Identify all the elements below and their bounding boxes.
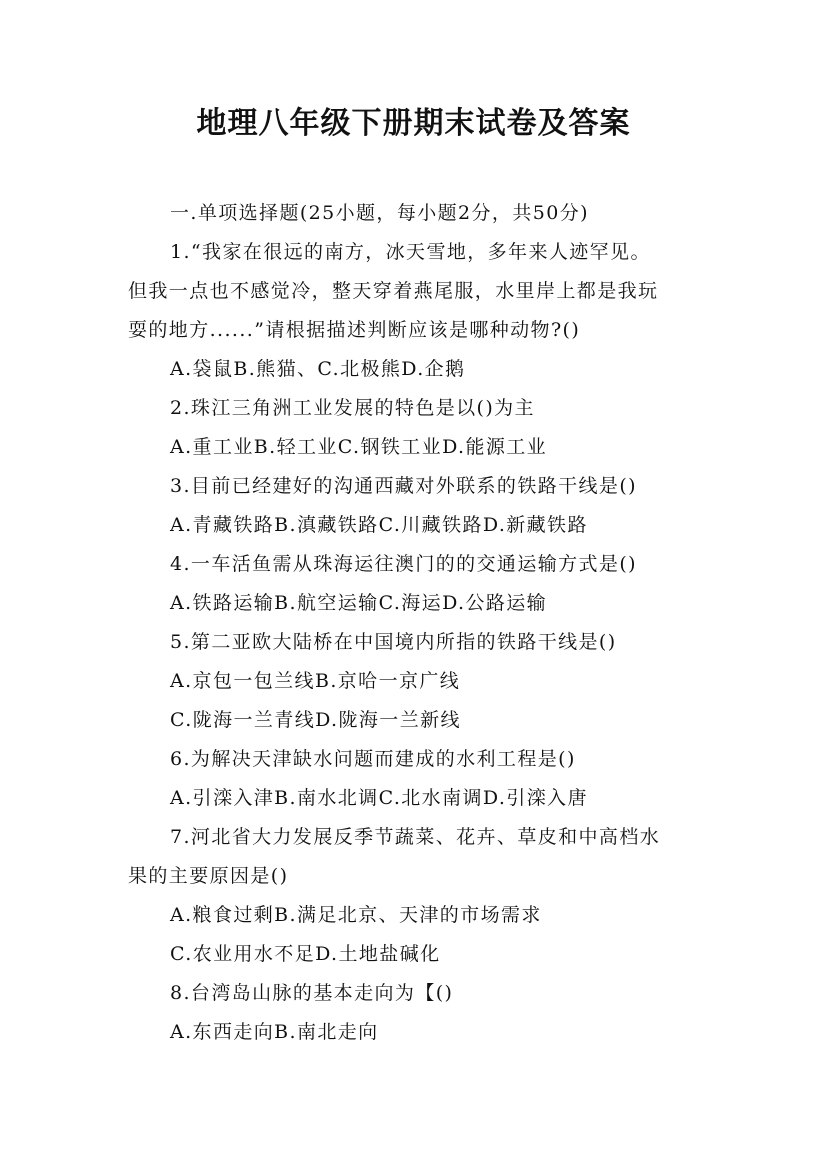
question-7-options: C.农业用水不足D.土地盐碱化 (170, 943, 441, 965)
question-1-text-cont: 但我一点也不感觉冷，整天穿着燕尾服，水里岸上都是我玩 (128, 280, 659, 302)
question-2-options: A.重工业B.轻工业C.钢铁工业D.能源工业 (170, 436, 548, 458)
question-1-options: A.袋鼠B.熊猫、C.北极熊D.企鹅 (170, 358, 466, 380)
question-5-options: A.京包一包兰线B.京哈一京广线 (170, 670, 461, 692)
document-title: 地理八年级下册期末试卷及答案 (196, 106, 631, 141)
question-2-text: 2.珠江三角洲工业发展的特色是以()为主 (170, 397, 535, 419)
question-5-options: C.陇海一兰青线D.陇海一兰新线 (170, 709, 461, 731)
question-1-text: 1.“我家在很远的南方，冰天雪地，多年来人迹罕见。 (170, 241, 651, 263)
document-body (128, 194, 708, 1052)
question-7-text: 7.河北省大力发展反季节蔬菜、花卉、草皮和中高档水 (170, 826, 661, 848)
question-3-text: 3.目前已经建好的沟通西藏对外联系的铁路干线是() (170, 475, 637, 497)
question-6-options: A.引滦入津B.南水北调C.北水南调D.引滦入唐 (170, 787, 588, 809)
question-6-text: 6.为解决天津缺水问题而建成的水利工程是() (170, 748, 576, 770)
question-4-options: A.铁路运输B.航空运输C.海运D.公路运输 (170, 592, 548, 614)
question-8-text: 8.台湾岛山脉的基本走向为【() (170, 982, 454, 1004)
question-7-text-cont: 果的主要原因是() (128, 865, 289, 887)
question-8-options: A.东西走向B.南北走向 (170, 1021, 379, 1043)
section-heading: 一.单项选择题(25小题，每小题2分，共50分) (170, 202, 589, 224)
question-1-text-cont: 耍的地方......”请根据描述判断应该是哪种动物?() (128, 319, 581, 341)
question-5-text: 5.第二亚欧大陆桥在中国境内所指的铁路干线是() (170, 631, 617, 653)
question-3-options: A.青藏铁路B.滇藏铁路C.川藏铁路D.新藏铁路 (170, 514, 588, 536)
question-4-text: 4.一车活鱼需从珠海运往澳门的的交通运输方式是() (170, 553, 637, 575)
question-7-options: A.粮食过剩B.满足北京、天津的市场需求 (170, 904, 542, 926)
